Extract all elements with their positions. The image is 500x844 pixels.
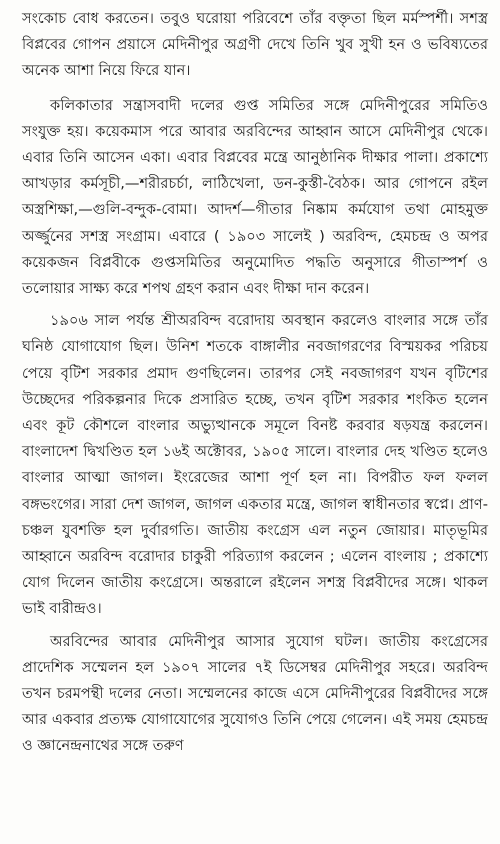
paragraph-2: কলিকাতার সন্ত্রাসবাদী দলের গুপ্ত সমিতির সঙ্গে মেদিনীপুরের সমিতিও সংযুক্ত হয়। কয়েকমাস পরে আবার অরবিন্দের আহ্বান আসে মেদিনীপুর থেকে। এবার তিনি আসেন একা। এবার বিপ্লবের মন্ত্রে আনুষ্ঠানিক দীক্ষার পালা। প্রকাশ্যে আখড়ার কর্মসূচী,—শরীরচর্চা, লাঠিখেলা, ডন-কুস্তী-বৈঠক। আর গোপনে রইল অস্ত্রশিক্ষা,—গুলি-বন্দুক-বোমা। আদর্শ—গীতার নিষ্কাম কর্মযোগ তথা মোহমুক্ত অর্জ্জুনের সশস্ত্র সংগ্রাম। এবারে ( ১৯০৩ সালেই ) অরবিন্দ, হেমচন্দ্র ও অপর কয়েকজন বিপ্লবীকে গুপ্তসমিতির অনুমোদিত পদ্ধতি অনুসারে গীতাস্পর্শ ও তলোয়ার সাক্ষ্য করে শপথ গ্রহণ করান এবং দীক্ষা দান করেন। [22,96,488,298]
paragraph-3: ১৯০৬ সাল পর্যন্ত শ্রীঅরবিন্দ বরোদায় অবস্থান করলেও বাংলার সঙ্গে তাঁর ঘনিষ্ঠ যোগাযোগ ছিল। উনিশ শতকে বাঙ্গালীর নবজাগরণের বিস্ময়কর পরিচয় পেয়ে বৃটিশ সরকার প্রমাদ গুণছিলেন। তারপর সেই নবজাগরণ যখন বৃটিশের উচ্ছেদের পরিকল্পনার দিকে প্রসারিত হচ্ছে, তখন বৃটিশ সরকার শংকিত হলেন এবং কূট কৌশলে বাংলার অভ্যুত্থানকে সমূলে বিনষ্ট করবার ষড়যন্ত্র করলেন। বাংলাদেশ দ্বিখণ্ডিত হল ১৬ই অক্টোবর, ১৯০৫ সালে। বাংলার দেহ খণ্ডিত হলেও বাংলার আত্মা জাগল। ইংরেজের আশা পূর্ণ হল না। বিপরীত ফল ফলল বঙ্গভংগের। সারা দেশ জাগল, জাগল একতার মন্ত্রে, জাগল স্বাধীনতার স্বপ্নে। প্রাণ-চঞ্চল যুবশক্তি হল দুর্বারগতি। জাতীয় কংগ্রেস এল নতুন জোয়ার। মাতৃভূমির আহ্বানে অরবিন্দ বরোদার চাকুরী পরিত্যাগ করলেন ; এলেন বাংলায় ; প্রকাশ্যে যোগ দিলেন জাতীয় কংগ্রেসে। অন্তরালে রইলেন সশস্ত্র বিপ্লবীদের সঙ্গে। থাকল ভাই বারীন্দ্রও। [22,312,488,618]
paragraph-4: অরবিন্দের আবার মেদিনীপুর আসার সুযোগ ঘটল। জাতীয় কংগ্রেসের প্রাদেশিক সম্মেলন হল ১৯০৭ সালের ৭ই ডিসেম্বর মেদিনীপুর সহরে। অরবিন্দ তখন চরমপন্থী দলের নেতা। সম্মেলনের কাজে এসে মেদিনীপুরের বিপ্লবীদের সঙ্গে আর একবার প্রত্যক্ষ যোগাযোগের সুযোগও তিনি পেয়ে গেলেন। এই সময় হেমচন্দ্র ও জ্ঞানেন্দ্রনাথের সঙ্গে তরুণ [22,632,488,755]
paragraph-1: সংকোচ বোধ করতেন। তবুও ঘরোয়া পরিবেশে তাঁর বক্তৃতা ছিল মর্মস্পর্শী। সশস্ত্র বিপ্লবের গোপন প্রয়াসে মেদিনীপুর অগ্রণী দেখে তিনি খুব সুখী হন ও ভবিষ্যতের অনেক আশা নিয়ে ফিরে যান। [22,10,488,80]
